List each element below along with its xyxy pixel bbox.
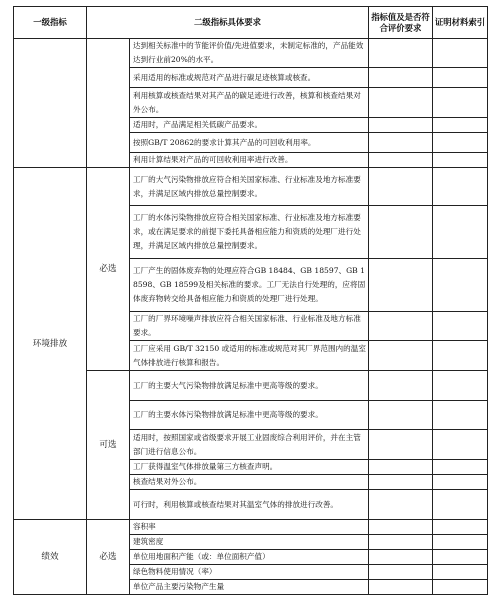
requirement-text: 工厂的厂界环境噪声排放应符合相关国家标准、行业标准及地方标准要求。: [130, 312, 369, 341]
requirement-text: 绿色物料使用情况（率）: [130, 565, 369, 580]
table-row: [14, 168, 488, 206]
requirements-table: [13, 6, 488, 595]
indicator-value-cell[interactable]: [369, 312, 433, 341]
requirement-text: 单位用地面积产能（或：单位面积产值）: [130, 550, 369, 565]
selection-type-cell: 必选: [87, 168, 130, 371]
header-secondary-requirements: 二级指标具体要求: [87, 7, 369, 39]
indicator-value-cell[interactable]: [369, 535, 433, 550]
evidence-index-cell[interactable]: [433, 475, 488, 490]
requirement-text: 可行时，利用核算或核查结果对其温室气体的排放进行改善。: [130, 490, 369, 520]
indicator-value-cell[interactable]: [369, 68, 433, 88]
indicator-value-cell[interactable]: [369, 580, 433, 595]
selection-type-cell: [87, 39, 130, 168]
requirements-sheet: [13, 6, 487, 590]
evidence-index-cell[interactable]: [433, 153, 488, 168]
evidence-index-cell[interactable]: [433, 88, 488, 118]
indicator-value-cell[interactable]: [369, 520, 433, 535]
indicator-value-cell[interactable]: [369, 475, 433, 490]
indicator-value-cell[interactable]: [369, 39, 433, 68]
requirement-text: 采用适用的标准或规范对产品进行碳足迹核算或核查。: [130, 68, 369, 88]
indicator-value-cell[interactable]: [369, 460, 433, 475]
requirement-text: 工厂的水体污染物排放应符合相关国家标准、行业标准及地方标准要求，或在满足要求的前提下委托具备相应能力和资质的处理厂进行处理，并满足区域内排放总量控制要求。: [130, 206, 369, 259]
indicator-value-cell[interactable]: [369, 401, 433, 430]
evidence-index-cell[interactable]: [433, 68, 488, 88]
indicator-value-cell[interactable]: [369, 371, 433, 401]
table-header-row: [14, 7, 488, 39]
header-evidence-index: 证明材料索引: [433, 7, 488, 39]
requirement-text: 单位产品主要污染物产生量: [130, 580, 369, 595]
indicator-value-cell[interactable]: [369, 341, 433, 371]
evidence-index-cell[interactable]: [433, 312, 488, 341]
indicator-value-cell[interactable]: [369, 430, 433, 460]
evidence-index-cell[interactable]: [433, 118, 488, 133]
requirement-text: 利用核算或核查结果对其产品的碳足迹进行改善，核算和核查结果对外公布。: [130, 88, 369, 118]
primary-indicator-cell: [14, 39, 87, 168]
evidence-index-cell[interactable]: [433, 133, 488, 153]
evidence-index-cell[interactable]: [433, 259, 488, 312]
evidence-index-cell[interactable]: [433, 401, 488, 430]
requirement-text: 工厂产生的固体废弃物的处理应符合GB 18484、GB 18597、GB 18598、GB 18599及相关标准的要求。工厂无法自行处理的，应将固体废弃物转交给具备相应能力和资质的处理厂进行处理。: [130, 259, 369, 312]
requirement-text: 核查结果对外公布。: [130, 475, 369, 490]
evidence-index-cell[interactable]: [433, 206, 488, 259]
evidence-index-cell[interactable]: [433, 460, 488, 475]
requirement-text: 工厂的主要水体污染物排放满足标准中更高等级的要求。: [130, 401, 369, 430]
evidence-index-cell[interactable]: [433, 520, 488, 535]
indicator-value-cell[interactable]: [369, 206, 433, 259]
evidence-index-cell[interactable]: [433, 535, 488, 550]
primary-indicator-cell: 绩效: [14, 520, 87, 595]
evidence-index-cell[interactable]: [433, 39, 488, 68]
indicator-value-cell[interactable]: [369, 168, 433, 206]
requirement-text: 按照GB/T 20862的要求计算其产品的可回收利用率。: [130, 133, 369, 153]
selection-type-cell: 可选: [87, 371, 130, 520]
requirement-text: 容积率: [130, 520, 369, 535]
indicator-value-cell[interactable]: [369, 88, 433, 118]
header-primary-indicator: 一级指标: [14, 7, 87, 39]
evidence-index-cell[interactable]: [433, 580, 488, 595]
requirement-text: 适用时，产品满足相关低碳产品要求。: [130, 118, 369, 133]
primary-indicator-cell: 环境排放: [14, 168, 87, 520]
indicator-value-cell[interactable]: [369, 259, 433, 312]
indicator-value-cell[interactable]: [369, 118, 433, 133]
evidence-index-cell[interactable]: [433, 168, 488, 206]
evidence-index-cell[interactable]: [433, 371, 488, 401]
table-body: [14, 39, 488, 595]
indicator-value-cell[interactable]: [369, 550, 433, 565]
requirement-text: 工厂获得温室气体排放量第三方核查声明。: [130, 460, 369, 475]
table-row: [14, 520, 488, 535]
requirement-text: 利用计算结果对产品的可回收利用率进行改善。: [130, 153, 369, 168]
evidence-index-cell[interactable]: [433, 565, 488, 580]
evidence-index-cell[interactable]: [433, 430, 488, 460]
selection-type-cell: 必选: [87, 520, 130, 595]
header-indicator-value: 指标值及是否符合评价要求: [369, 7, 433, 39]
evidence-index-cell[interactable]: [433, 550, 488, 565]
requirement-text: 达到相关标准中的节能评价值/先进值要求，未制定标准的，产品能效达到行业前20%的水平。: [130, 39, 369, 68]
requirement-text: 工厂应采用 GB/T 32150 或适用的标准或规范对其厂界范围内的温室气体排放进行核算和报告。: [130, 341, 369, 371]
requirement-text: 工厂的大气污染物排放应符合相关国家标准、行业标准及地方标准要求，并满足区域内排放总量控制要求。: [130, 168, 369, 206]
indicator-value-cell[interactable]: [369, 490, 433, 520]
indicator-value-cell[interactable]: [369, 565, 433, 580]
evidence-index-cell[interactable]: [433, 341, 488, 371]
indicator-value-cell[interactable]: [369, 133, 433, 153]
evidence-index-cell[interactable]: [433, 490, 488, 520]
indicator-value-cell[interactable]: [369, 153, 433, 168]
requirement-text: 工厂的主要大气污染物排放满足标准中更高等级的要求。: [130, 371, 369, 401]
requirement-text: 建筑密度: [130, 535, 369, 550]
requirement-text: 适用时，按照国家或省级要求开展工业固废综合利用评价，并在主管部门进行信息公布。: [130, 430, 369, 460]
table-row: [14, 39, 488, 68]
